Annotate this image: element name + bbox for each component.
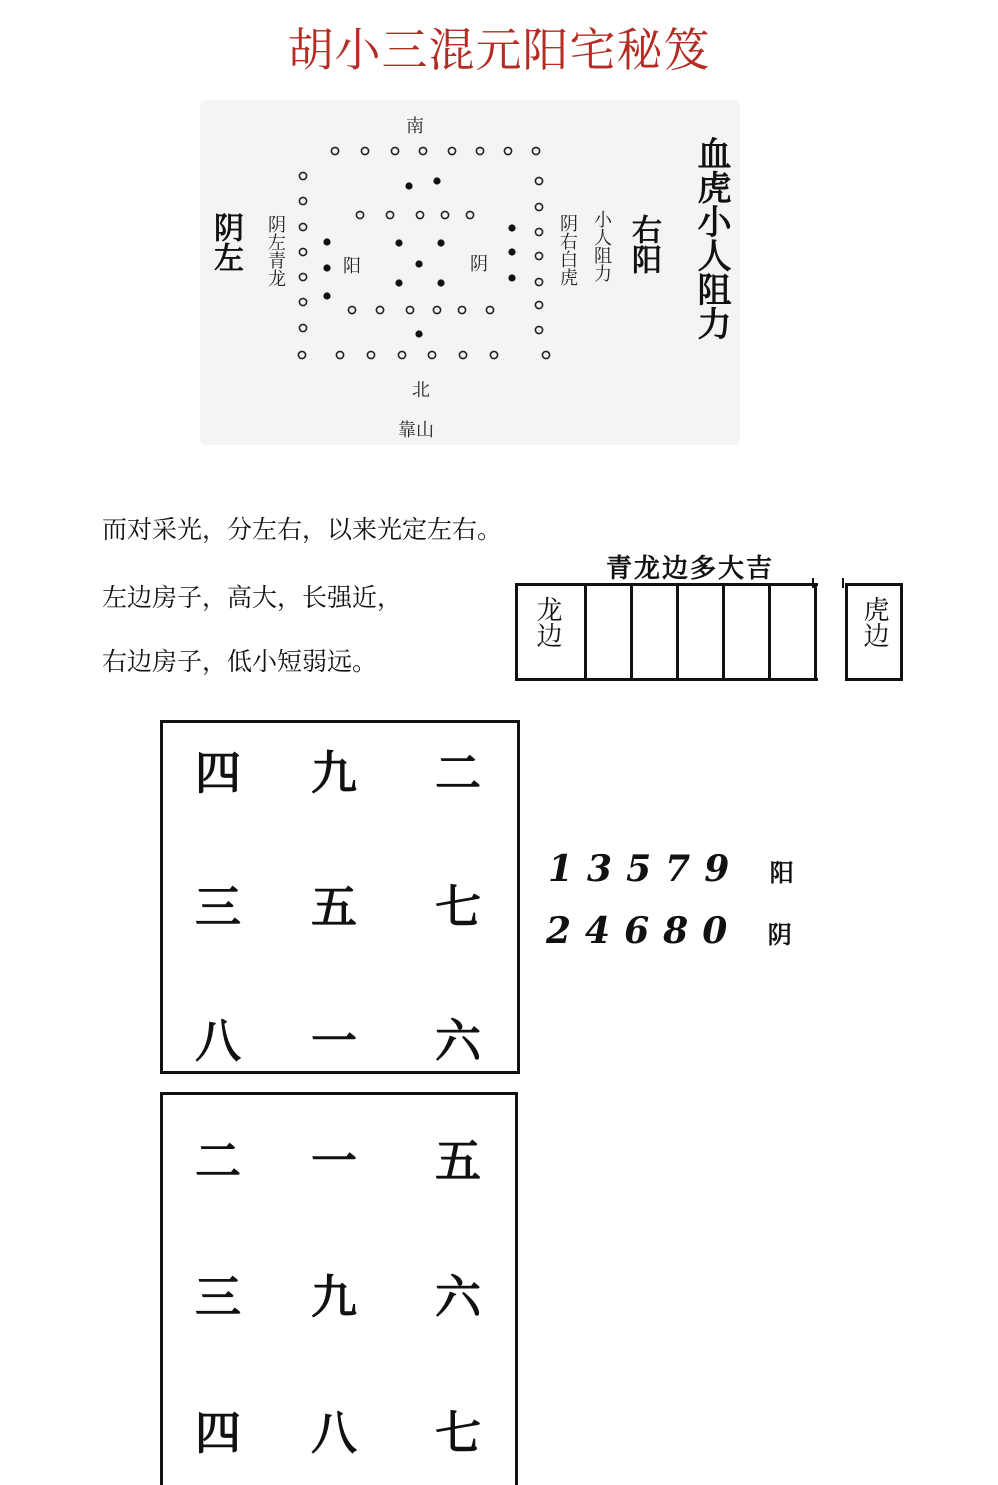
yin-label: 阴 bbox=[767, 920, 792, 949]
tiger-side-cell bbox=[845, 583, 903, 681]
ring-dot bbox=[448, 147, 455, 154]
grid-cell: 四 bbox=[195, 746, 241, 800]
ring-dot bbox=[486, 306, 493, 313]
text-line-3: 右边房子，低小短弱远。 bbox=[102, 647, 378, 676]
ring-dot bbox=[391, 147, 398, 154]
grid-cell: 九 bbox=[311, 746, 357, 800]
ring-dot bbox=[299, 172, 306, 179]
ring-dot bbox=[459, 351, 466, 358]
yang-digits: 13579 bbox=[548, 848, 744, 890]
text-line-2: 左边房子，高大，长强近， bbox=[102, 583, 403, 612]
ring-dot bbox=[532, 147, 539, 154]
ring-dot bbox=[441, 211, 448, 218]
grid-cell: 四 bbox=[195, 1406, 241, 1460]
luoshu-grid-2 bbox=[160, 1092, 518, 1485]
ring-dot bbox=[428, 351, 435, 358]
grid-cell: 六 bbox=[435, 1014, 481, 1068]
ring-dot bbox=[356, 211, 363, 218]
solid-dot bbox=[405, 182, 412, 189]
ring-dot bbox=[336, 351, 343, 358]
ring-dot bbox=[535, 203, 542, 210]
label-yin-inner: 阴 bbox=[470, 254, 488, 275]
grid-cell: 九 bbox=[311, 1270, 357, 1324]
label-south: 南 bbox=[406, 116, 424, 137]
solid-dot bbox=[395, 239, 402, 246]
label-mountain: 靠山 bbox=[398, 420, 434, 441]
grid-cell: 八 bbox=[311, 1406, 357, 1460]
ring-dot bbox=[466, 211, 473, 218]
ring-dot bbox=[367, 351, 374, 358]
grid-cell: 六 bbox=[435, 1270, 481, 1324]
grid-cell: 三 bbox=[195, 880, 241, 934]
grid-cell: 二 bbox=[195, 1134, 241, 1188]
ring-dot bbox=[433, 306, 440, 313]
solid-dot bbox=[508, 274, 515, 281]
ring-dot bbox=[299, 248, 306, 255]
ring-dot bbox=[298, 351, 305, 358]
ring-dot bbox=[376, 306, 383, 313]
strip-right-label: 虎边 bbox=[859, 596, 889, 648]
label-qinglong: 阴左青龙 bbox=[265, 215, 286, 287]
ring-dot bbox=[406, 306, 413, 313]
grid-cell: 八 bbox=[195, 1014, 241, 1068]
label-yang-inner: 阳 bbox=[343, 256, 361, 277]
ring-dot bbox=[299, 298, 306, 305]
ring-dot bbox=[535, 326, 542, 333]
ring-dot bbox=[348, 306, 355, 313]
solid-dot bbox=[395, 279, 402, 286]
label-small-person: 小人阻力 bbox=[591, 210, 612, 282]
yang-numbers bbox=[548, 848, 794, 890]
solid-dot bbox=[433, 177, 440, 184]
strip-caption: 青龙边多大吉 bbox=[606, 554, 775, 584]
solid-dot bbox=[415, 260, 422, 267]
label-yin-left: 阴左 bbox=[208, 212, 243, 272]
solid-dot bbox=[508, 224, 515, 231]
strip-cell bbox=[725, 586, 771, 678]
ring-dot bbox=[398, 351, 405, 358]
ring-dot bbox=[361, 147, 368, 154]
grid-cell: 一 bbox=[311, 1014, 357, 1068]
strip-left-label: 龙边 bbox=[532, 596, 562, 648]
strip-cell bbox=[587, 586, 633, 678]
ring-dot bbox=[504, 147, 511, 154]
grid-cell: 七 bbox=[435, 1406, 481, 1460]
ring-dot bbox=[535, 252, 542, 259]
ring-dot bbox=[416, 211, 423, 218]
grid-cell: 一 bbox=[311, 1134, 357, 1188]
ring-dot bbox=[535, 177, 542, 184]
grid-cell: 二 bbox=[435, 746, 481, 800]
solid-dot bbox=[437, 239, 444, 246]
ring-dot bbox=[299, 324, 306, 331]
luoshu-grid-1 bbox=[160, 720, 520, 1074]
label-blood-tiger: 血虎小人阻力 bbox=[691, 136, 731, 340]
ring-dot bbox=[299, 197, 306, 204]
solid-dot bbox=[415, 330, 422, 337]
solid-dot bbox=[323, 238, 330, 245]
solid-dot bbox=[323, 264, 330, 271]
ring-dot bbox=[476, 147, 483, 154]
ring-dot bbox=[419, 147, 426, 154]
page-title: 胡小三混元阳宅秘笈 bbox=[287, 23, 711, 77]
ring-dot bbox=[299, 273, 306, 280]
text-line-1: 而对采光，分左右，以来光定左右。 bbox=[102, 515, 503, 544]
solid-dot bbox=[437, 279, 444, 286]
grid-cell: 三 bbox=[195, 1270, 241, 1324]
ring-dot bbox=[386, 211, 393, 218]
house-strip bbox=[515, 583, 818, 681]
yin-digits: 24680 bbox=[546, 910, 742, 952]
ring-dot bbox=[535, 301, 542, 308]
ring-dot bbox=[299, 223, 306, 230]
ring-dot bbox=[535, 228, 542, 235]
solid-dot bbox=[508, 248, 515, 255]
grid-cell: 五 bbox=[311, 880, 357, 934]
strip-cell bbox=[679, 586, 725, 678]
strip-cell bbox=[771, 586, 817, 678]
grid-cell: 七 bbox=[435, 880, 481, 934]
grid-cell: 五 bbox=[435, 1134, 481, 1188]
yang-label: 阳 bbox=[769, 858, 794, 887]
label-right-yang: 右阳 bbox=[626, 214, 661, 274]
ring-dot bbox=[331, 147, 338, 154]
ring-dot bbox=[542, 351, 549, 358]
ring-dot bbox=[490, 351, 497, 358]
strip-cell bbox=[633, 586, 679, 678]
ring-dot bbox=[458, 306, 465, 313]
solid-dot bbox=[323, 292, 330, 299]
yin-numbers bbox=[546, 910, 792, 952]
label-baihu: 阴右白虎 bbox=[557, 214, 578, 286]
ring-dot bbox=[535, 278, 542, 285]
label-north: 北 bbox=[412, 380, 430, 401]
